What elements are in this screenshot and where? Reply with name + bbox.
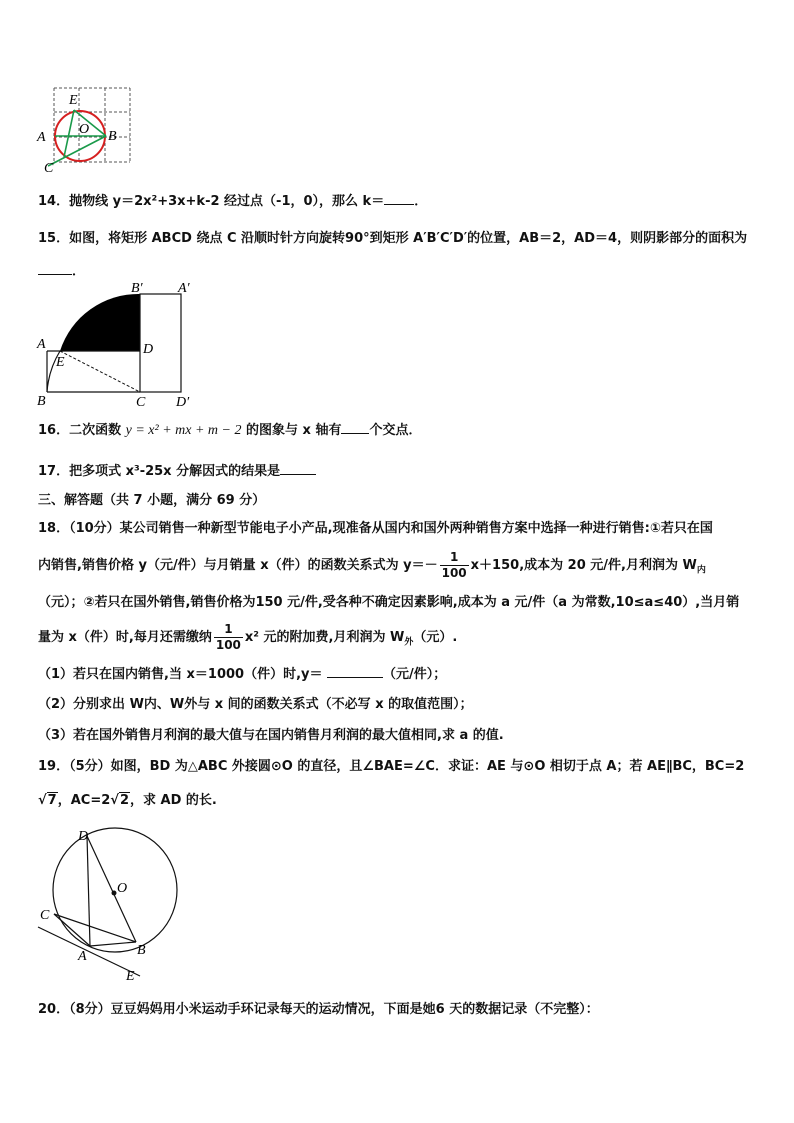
q16-formula: y = x² + mx + m − 2 [125, 423, 242, 438]
label-C: C [136, 395, 146, 410]
label-B: B [37, 394, 46, 409]
label-A: A [78, 949, 87, 964]
q19-rad-2: 2 [119, 793, 129, 808]
label-E: E [126, 969, 135, 984]
q18-frac2-den: 100 [215, 638, 241, 652]
label-B: B [108, 129, 117, 144]
question-18-sub3 [38, 727, 504, 745]
label-A: A [37, 337, 46, 352]
q14-end: ． [414, 194, 428, 209]
q20-text: 20．（8分）豆豆妈妈用小米运动手环记录每天的运动情况，下面是她6 天的数据记录（不完整）： [38, 1002, 599, 1017]
question-17 [38, 462, 316, 481]
circle-tangent-figure [30, 826, 210, 986]
q14-text: 14．抛物线 y＝2x²+3x+k-2 经过点（-1，0），那么 k＝ [38, 194, 385, 209]
q17-pre: 17．把多项式 x³-25x 分解因式的结果是 [38, 464, 281, 479]
q18-sub1-post: （元/件）； [383, 667, 447, 682]
sqrt-7: √7 [38, 793, 57, 808]
label-C: C [40, 908, 50, 923]
q18-line4-pre: 量为 x（件）时,每月还需缴纳 [38, 630, 212, 645]
question-14 [38, 192, 427, 211]
question-18-line3 [38, 594, 739, 612]
q16-post1: 的图象与 x 轴有 [241, 423, 342, 438]
q17-blank [280, 462, 316, 475]
q19-rad-7: 7 [47, 793, 57, 808]
label-O: O [117, 881, 128, 896]
q18-sub1-pre: （1）若只在国内销售,当 x＝1000（件）时,y＝ [38, 667, 323, 682]
q16-post2: 个交点． [369, 423, 422, 438]
q18-sub3: （3）若在国外销售月利润的最大值与在国内销售月利润的最大值相同,求 a 的值. [38, 728, 504, 743]
rectangle-rotation-figure [30, 282, 200, 412]
section-title [38, 492, 265, 510]
question-18-line1 [38, 520, 713, 538]
question-16 [38, 421, 421, 440]
q18-frac-den: 100 [441, 566, 467, 580]
q18-frac-num: 1 [440, 550, 469, 566]
label-D: D [78, 829, 89, 844]
question-18-sub2 [38, 696, 473, 714]
q18-sub-nei: 内 [696, 565, 706, 576]
label-Aprime: A′ [178, 282, 190, 296]
question-18-sub1 [38, 665, 446, 684]
section3-title: 三、解答题（共 7 小题，满分 69 分） [38, 493, 266, 508]
q18-sub2: （2）分别求出 W内、W外与 x 间的函数关系式（不必写 x 的取值范围）； [38, 697, 473, 712]
q18-line3: （元）；②若只在国外销售,销售价格为150 元/件,受各种不确定因素影响,成本为 a 元/件（a 为常数,10≤a≤40）,当月销 [38, 595, 740, 610]
q15-line1: 15．如图，将矩形 ABCD 绕点 C 沿顺时针方向旋转90°到矩形 A′B′C′D′的位置，AB＝2，AD＝4，则阴影部分的面积为 [38, 231, 748, 246]
q19-line2-b: ，AC=2 [57, 793, 111, 808]
label-Bprime: B′ [131, 282, 143, 296]
question-20 [38, 1001, 599, 1019]
q19-line1: 19．（5分）如图，BD 为△ABC 外接圆⊙O 的直径，且∠BAE=∠C．求证：AE 与⊙O 相切于点 A；若 AE∥BC，BC=2 [38, 759, 745, 774]
q18-frac2-num: 1 [214, 622, 243, 638]
label-D: D [143, 342, 154, 357]
q18-line4-end: （元）. [413, 630, 458, 645]
label-E: E [69, 93, 78, 108]
q15-blank [38, 262, 72, 275]
q16-blank [341, 421, 369, 434]
label-Dprime: D′ [176, 395, 190, 410]
question-15-line2 [38, 262, 85, 281]
label-C: C [44, 161, 54, 174]
q16-pre: 16．二次函数 [38, 423, 126, 438]
q18-line4-post: x² 元的附加费,月利润为 W [244, 630, 405, 645]
grid-circle-figure [34, 84, 134, 174]
label-E: E [56, 355, 65, 370]
q18-line1: 18．（10分）某公司销售一种新型节能电子小产品,现准备从国内和国外两种销售方案中选择一种进行销售:①若只在国 [38, 521, 713, 536]
label-B: B [137, 943, 146, 958]
question-19-line2 [38, 792, 217, 810]
question-19-line1 [38, 758, 744, 776]
q14-blank [384, 192, 414, 205]
question-18-line2 [38, 546, 706, 586]
q18-line2-post: x＋150,成本为 20 元/件,月利润为 W [470, 558, 697, 573]
q18-sub1-blank [327, 665, 383, 678]
q19-line2-d: ，求 AD 的长. [129, 793, 217, 808]
label-A: A [37, 130, 46, 145]
question-18-line4 [38, 618, 457, 658]
label-O: O [79, 122, 90, 137]
q15-end: ． [72, 264, 86, 279]
q18-line2-pre: 内销售,销售价格 y（元/件）与月销量 x（件）的函数关系式为 y＝－ [38, 558, 438, 573]
sqrt-2: √2 [110, 793, 129, 808]
q18-fraction [440, 550, 469, 581]
question-15 [38, 230, 747, 248]
q18-sub-wai: 外 [404, 637, 414, 648]
q18-fraction-2 [214, 622, 243, 653]
